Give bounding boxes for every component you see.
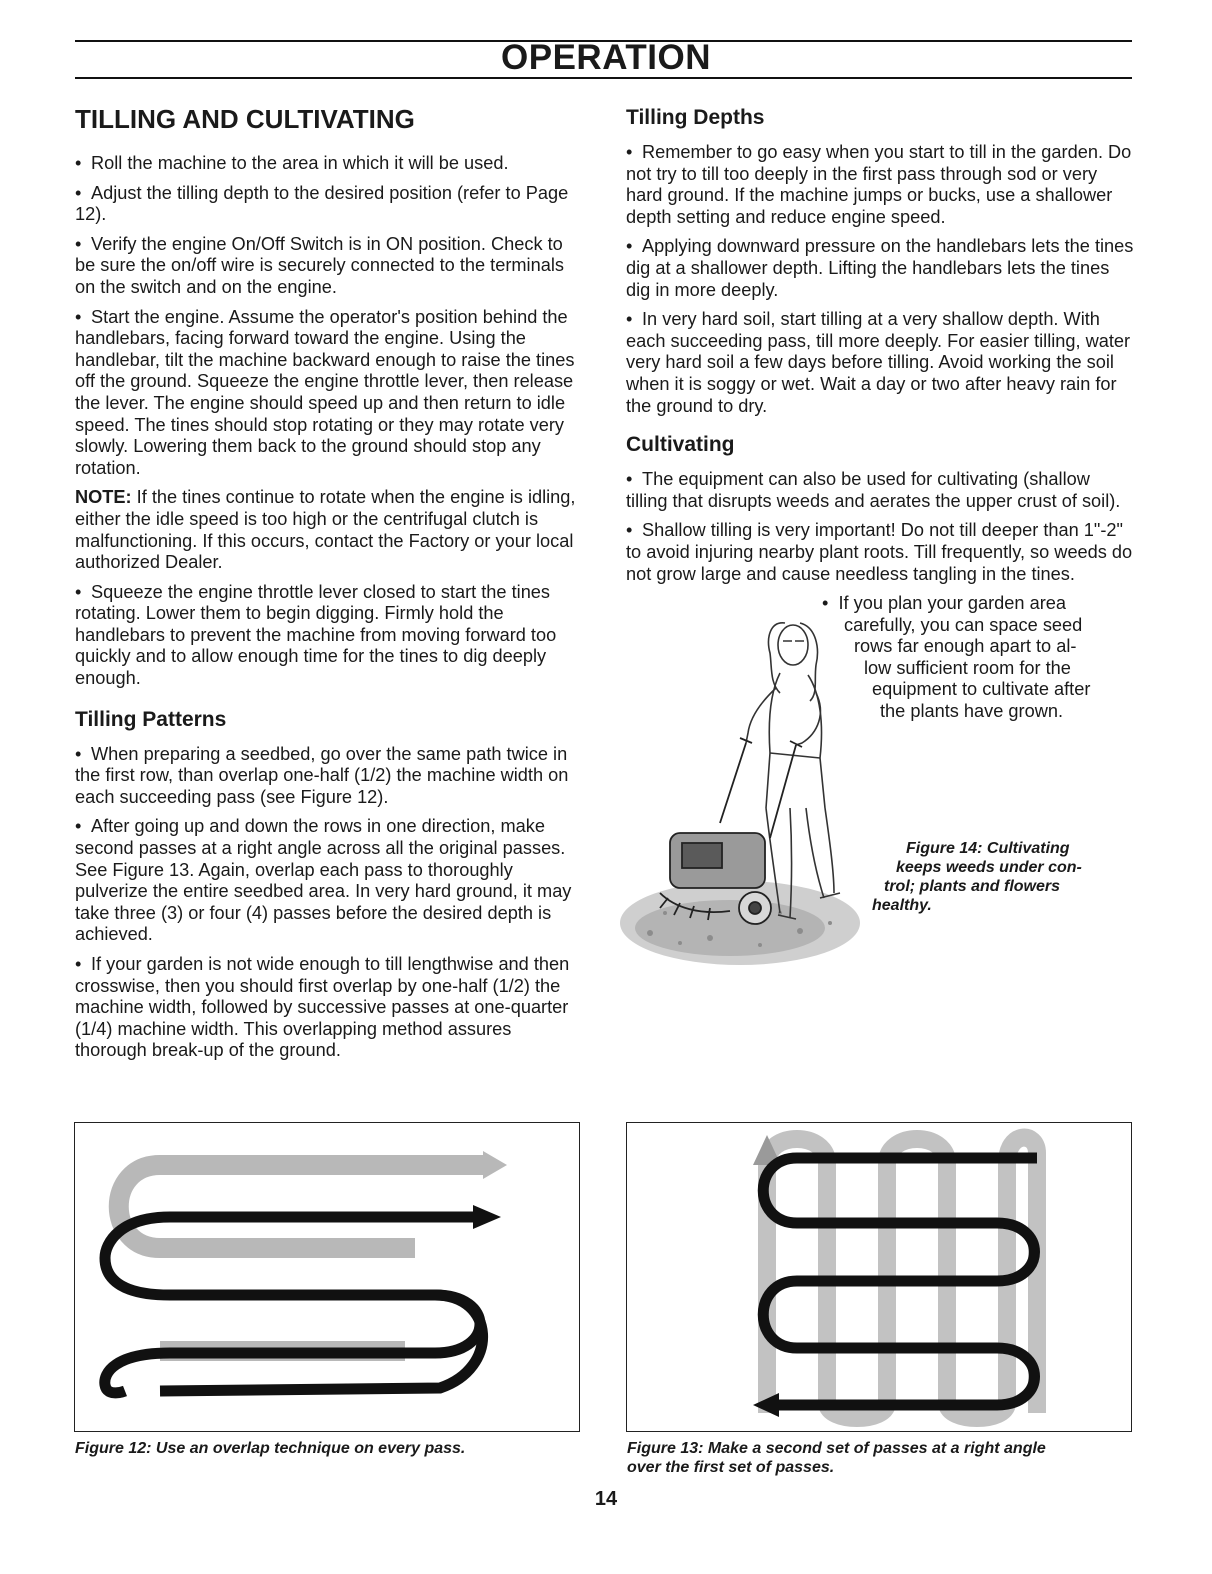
- paragraph-seedbed: • When preparing a seedbed, go over the same path twice in the first row, than overlap one-half (1/2) the machine width on each succeeding pass (see Figure 12).: [75, 743, 569, 807]
- note-label: NOTE:: [75, 487, 132, 508]
- bullet-icon: •: [75, 182, 82, 203]
- paragraph-squeeze-throttle: • Squeeze the engine throttle lever closed to start the tines rotating. Lower them to begin digging. Firmly hold the handlebars to prevent the machine from moving forward too quickly and to allow enough time for the tines to dig deeply enough.: [75, 581, 557, 689]
- bullet-icon: •: [75, 954, 82, 974]
- figure-14: [626, 593, 1134, 993]
- paragraph-go-easy: • Remember to go easy when you start to till in the garden. Do not try to till too deeply in the first pass through sod or very hard ground. If the machine jumps or bucks, use a shallower depth setting and reduce engine speed.: [626, 142, 1132, 227]
- bullet-icon: •: [626, 142, 633, 162]
- bullet-icon: •: [75, 233, 82, 254]
- section-title: TILLING AND CULTIVATING: [75, 104, 415, 134]
- bullet-icon: •: [75, 153, 82, 173]
- paragraph-narrow-garden: • If your garden is not wide enough to till lengthwise and then crosswise, then you should first overlap by one-half (1/2) the machine width, followed by successive passes at one-quarter (1/4) machine width. This overlapping method assures thorough break-up of the ground.: [75, 954, 570, 1061]
- figure-13-caption: Figure 13: Make a second set of passes at a right angle over the first set of passes.: [627, 1440, 1046, 1476]
- gray-arrow-head-icon: [483, 1151, 507, 1179]
- tilling-patterns-heading: Tilling Patterns: [75, 707, 227, 731]
- bullet-icon: •: [626, 309, 633, 330]
- black-arrow-head-icon: [473, 1205, 501, 1229]
- bullet-icon: •: [626, 469, 633, 490]
- figure-13: [626, 1122, 1132, 1432]
- figure-14-caption: Figure 14: Cultivating keeps weeds under con- trol; plants and flowers healthy.: [872, 840, 1082, 915]
- bullet-icon: •: [822, 593, 829, 614]
- header-bottom-rule: [75, 77, 1132, 79]
- cultivating-heading: Cultivating: [626, 433, 735, 457]
- paragraph-shallow-tilling: • Shallow tilling is very important! Do not till deeper than 1"-2" to avoid injuring nearby plant roots. Till frequently, so weeds do not grow large and cause needless tangling in the tines.: [626, 520, 1133, 584]
- bullet-icon: •: [626, 236, 633, 257]
- paragraph-adjust-depth: • Adjust the tilling depth to the desired position (refer to Page 12).: [75, 182, 569, 225]
- paragraph-cultivating-use: • The equipment can also be used for cultivating (shallow tilling that disrupts weeds and aerates the upper crust of soil).: [626, 469, 1121, 511]
- left-column: [75, 100, 580, 1070]
- page-number: 14: [594, 1488, 618, 1510]
- paragraph-verify-switch: • Verify the engine On/Off Switch is in ON position. Check to be sure the on/off wire is securely connected to the terminals on the switch and on the engine.: [75, 233, 564, 297]
- page-title: OPERATION: [501, 38, 711, 77]
- figure-12-caption: Figure 12: Use an overlap technique on every pass.: [75, 1440, 466, 1457]
- paragraph-hard-soil: • In very hard soil, start tilling at a very shallow depth. With each succeeding pass, till more deeply. For easier tilling, water very hard soil a few days before tilling. Avoid working the soil when it is soggy or wet. Wait a day or two after heavy rain for the ground to dry.: [626, 309, 1131, 416]
- paragraph-roll-machine: • Roll the machine to the area in which it will be used.: [75, 153, 509, 173]
- note-paragraph: NOTE: If the tines continue to rotate when the engine is idling, either the idle speed is too high or the centrifugal clutch is malfunctioning. If this occurs, contact the Factory or your local authorized Dealer.: [75, 487, 576, 573]
- paragraph-start-engine: • Start the engine. Assume the operator's position behind the handlebars, facing forward toward the engine. Using the handlebar, tilt the machine backward enough to raise the tines off the ground. Squeeze the engine throttle lever, then release the lever. The engine should speed up and then return to idle speed. The tines should stop rotating or they may rotate very slowly. Lowering them back to the ground should stop any rotation.: [75, 306, 575, 478]
- bullet-icon: •: [626, 520, 633, 541]
- figure-12: [74, 1122, 580, 1432]
- bullet-icon: •: [75, 581, 82, 602]
- right-angle-pattern-diagram: [627, 1123, 1131, 1431]
- bullet-icon: •: [75, 816, 82, 837]
- tilling-depths-heading: Tilling Depths: [626, 106, 765, 129]
- figure-14-bullet-text: • If you plan your garden area carefully, you can space seed rows far enough apart to al- low sufficient room for the equipment to cultivate after the plants have grown.: [822, 593, 1091, 722]
- bullet-icon: •: [75, 743, 82, 764]
- bullet-icon: •: [75, 306, 82, 327]
- paragraph-right-angle: • After going up and down the rows in one direction, make second passes at a right angle across all the original passes. See Figure 13. Again, overlap each pass to thoroughly pulverize the entire seedbed area. In very hard ground, it may take three (3) or four (4) passes before the desired depth is achieved.: [75, 816, 572, 945]
- overlap-pattern-diagram: [75, 1123, 579, 1431]
- paragraph-downward-pressure: • Applying downward pressure on the handlebars lets the tines dig at a shallower depth. Lifting the handlebars lets the tines dig in more deeply.: [626, 236, 1134, 300]
- right-column: [626, 100, 1134, 993]
